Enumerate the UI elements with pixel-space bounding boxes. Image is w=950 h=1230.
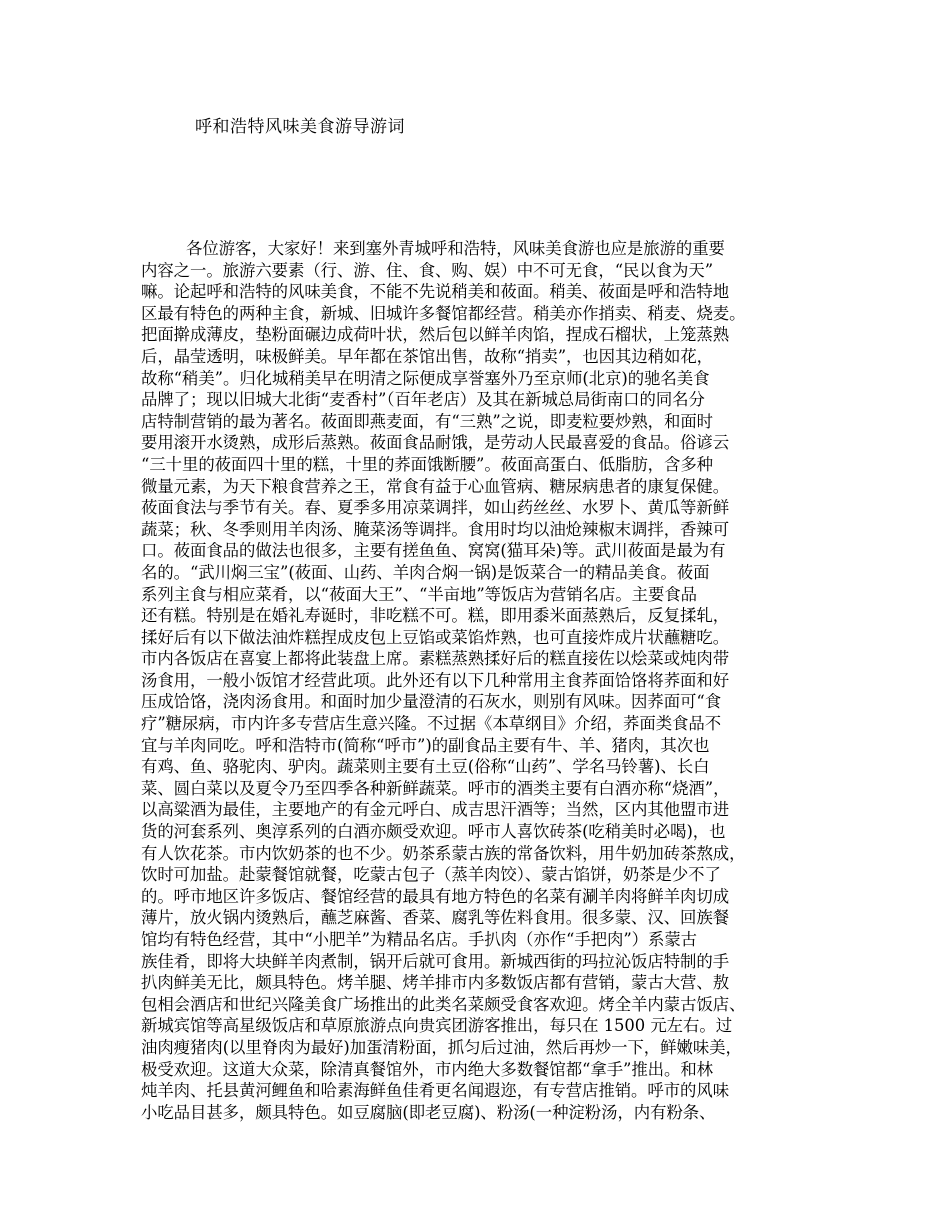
body-line: 薄片，放火锅内烫熟后，蘸芝麻酱、香菜、腐乳等佐料食用。很多蒙、汉、回族餐 xyxy=(141,908,730,928)
body-line: 馆均有特色经营，其中“小肥羊”为精品名店。手扒肉（亦作“手把肉”）系蒙古 xyxy=(141,930,697,949)
body-line: 菜、圆白菜以及夏令乃至四季各种新鲜蔬菜。呼市的酒类主要有白酒亦称“烧酒”， xyxy=(141,778,730,798)
body-line: 族佳肴，即将大块鲜羊肉煮制，锅开后就可食用。新城西街的玛拉沁饭店特制的手 xyxy=(141,951,730,971)
document-body xyxy=(141,238,831,1123)
body-line: 新城宾馆等高星级饭店和草原旅游点向贵宾团游客推出，每只在 1500 元左右。过 xyxy=(141,1016,733,1036)
body-line: 货的河套系列、奥淳系列的白酒亦颇受欢迎。呼市人喜饮砖茶(吃稍美时必喝)，也 xyxy=(141,822,726,842)
body-line: 系列主食与相应菜肴，以“莜面大王”、“半亩地”等饭店为营销名店。主要食品 xyxy=(141,584,697,604)
body-line: 内容之一。旅游六要素（行、游、住、食、购、娱）中不可无食，“民以食为天” xyxy=(141,260,714,280)
body-line: 要用滚开水烫熟，成形后蒸熟。莜面食品耐饿，是劳动人民最喜爱的食品。俗谚云 xyxy=(141,433,730,453)
body-line: 疗”糖尿病，市内许多专营店生意兴隆。不过据《本草纲目》介绍，荞面类食品不 xyxy=(141,714,722,734)
body-line: 店特制营销的最为著名。莜面即燕麦面，有“三熟”之说，即麦粒要炒熟，和面时 xyxy=(141,411,714,431)
body-line: 故称“稍美”。归化城稍美早在明清之际便成享誉塞外乃至京师(北京)的驰名美食 xyxy=(141,368,710,388)
body-line: 后，晶莹透明，味极鲜美。早年都在茶馆出售，故称“捎卖”，也因其边稍如花， xyxy=(141,346,714,366)
body-line: 扒肉鲜美无比，颇具特色。烤羊腿、烤羊排市内多数饭店都有营销，蒙古大营、敖 xyxy=(141,973,730,993)
body-line: 宜与羊肉同吃。呼和浩特市(简称“呼市”)的副食品主要有牛、羊、猪肉，其次也 xyxy=(141,735,710,755)
body-line: 品牌了；现以旧城大北街“麦香村”（百年老店）及其在新城总局街南口的同名分 xyxy=(141,390,705,410)
body-line: 把面擀成薄皮，垫粉面碾边成荷叶状，然后包以鲜羊肉馅，捏成石榴状，上笼蒸熟 xyxy=(141,325,730,345)
body-line: 有鸡、鱼、骆驼肉、驴肉。蔬菜则主要有土豆(俗称“山药”、学名马铃薯)、长白 xyxy=(141,757,710,777)
body-line: 包相会酒店和世纪兴隆美食广场推出的此类名菜颇受食客欢迎。烤全羊内蒙古饭店、 xyxy=(141,994,746,1014)
body-line: 油肉瘦猪肉(以里脊肉为最好)加蛋清粉面，抓匀后过油，然后再炒一下，鲜嫩味美， xyxy=(141,1037,742,1057)
body-line: 微量元素，为天下粮食营养之王，常食有益于心血管病、糖尿病患者的康复保健。 xyxy=(141,476,730,496)
body-line: 口。莜面食品的做法也很多，主要有搓鱼鱼、窝窝(猫耳朵)等。武川莜面是最为有 xyxy=(141,541,726,561)
body-line: 名的。“武川焖三宝”(莜面、山药、羊肉合焖一锅)是饭菜合一的精品美食。莜面 xyxy=(141,562,710,582)
body-line: “三十里的莜面四十里的糕，十里的荞面饿断腰”。莜面高蛋白、低脂肪，含多种 xyxy=(141,454,714,474)
body-line: 饮时可加盐。赴蒙餐馆就餐，吃蒙古包子（蒸羊肉饺）、蒙古馅饼，奶茶是少不了 xyxy=(141,865,721,885)
document-title: 呼和浩特风味美食游导游词 xyxy=(195,117,405,137)
body-line: 各位游客，大家好！来到塞外青城呼和浩特，风味美食游也应是旅游的重要 xyxy=(186,239,725,258)
body-line: 嘛。论起呼和浩特的风味美食，不能不先说稍美和莜面。稍美、莜面是呼和浩特地 xyxy=(141,282,730,302)
body-line: 以高粱酒为最佳，主要地产的有金元呼白、成吉思汗酒等；当然，区内其他盟市进 xyxy=(141,800,730,820)
body-line: 区最有特色的两种主食，新城、旧城许多餐馆都经营。稍美亦作捎卖、稍麦、烧麦。 xyxy=(141,303,746,323)
body-line: 的。呼市地区许多饭店、餐馆经营的最具有地方特色的名菜有涮羊肉将鲜羊肉切成 xyxy=(141,886,730,906)
body-line: 极受欢迎。这道大众菜，除清真餐馆外，市内绝大多数餐馆都“拿手”推出。和林 xyxy=(141,1059,714,1079)
body-line: 压成饸饹，浇肉汤食用。和面时加少量澄清的石灰水，则别有风味。因荞面可“食 xyxy=(141,692,722,712)
body-line: 市内各饭店在喜宴上都将此装盘上席。素糕蒸熟揉好后的糕直接佐以烩菜或炖肉带 xyxy=(141,649,730,669)
body-line: 汤食用，一般小饭馆才经营此项。此外还有以下几种常用主食荞面饸饹将荞面和好 xyxy=(141,670,730,690)
body-line: 蔬菜；秋、冬季则用羊肉汤、腌菜汤等调拌。食用时均以油炝辣椒末调拌，香辣可 xyxy=(141,519,730,539)
body-line: 炖羊肉、托县黄河鲤鱼和哈素海鲜鱼佳肴更名闻遐迩，有专营店推销。呼市的风味 xyxy=(141,1081,730,1101)
body-line: 有人饮花茶。市内饮奶茶的也不少。奶茶系蒙古族的常备饮料，用牛奶加砖茶熬成， xyxy=(141,843,746,863)
body-line: 还有糕。特别是在婚礼寿诞时，非吃糕不可。糕，即用黍米面蒸熟后，反复揉轧， xyxy=(141,606,730,626)
body-line: 莜面食法与季节有关。春、夏季多用凉菜调拌，如山药丝丝、水罗卜、黄瓜等新鲜 xyxy=(141,498,730,518)
body-line: 揉好后有以下做法油炸糕捏成皮包上豆馅或菜馅炸熟，也可直接炸成片状蘸糖吃。 xyxy=(141,627,730,647)
body-line: 小吃品目甚多，颇具特色。如豆腐脑(即老豆腐)、粉汤(一种淀粉汤，内有粉条、 xyxy=(141,1102,716,1122)
